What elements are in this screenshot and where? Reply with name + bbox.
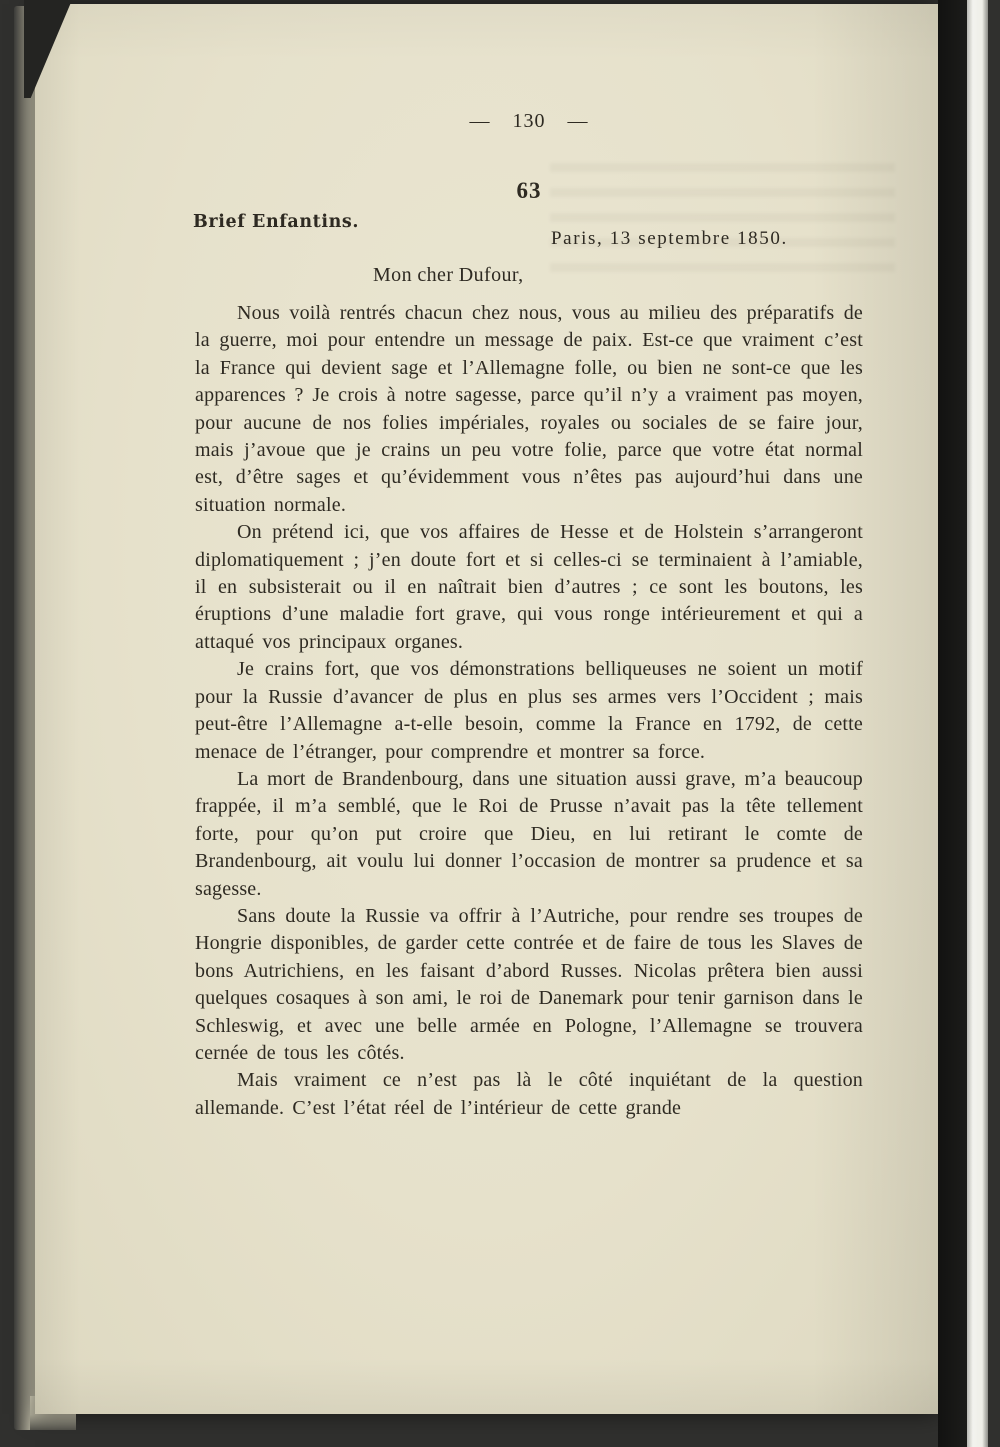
- letter-paragraph: Je crains fort, que vos démonstrations belliqueuses ne soient un motif pour la Russie d’avancer de plus en plus ses armes vers l’Occident ; mais peut-être l’Allemagne a-t-elle besoin, comme la France en 1792, de cette menace de l’étranger, pour comprendre et montrer sa force.: [195, 658, 863, 763]
- letter-body: [195, 300, 863, 1122]
- salutation: Mon cher Dufour,: [373, 264, 524, 286]
- binding-gap: [938, 0, 967, 1447]
- book-page: [35, 4, 938, 1414]
- margin-note: Brief Enfantins.: [193, 212, 360, 232]
- letter-paragraph: Mais vraiment ce n’est pas là le côté inquiétant de la question allemande. C’est l’état réel de l’intérieur de cette grande: [195, 1069, 863, 1119]
- scanner-edge-strip: [967, 0, 988, 1447]
- letter-paragraph: La mort de Brandenbourg, dans une situation aussi grave, m’a beaucoup frappée, il m’a semblé, que le Roi de Prusse n’avait pas la tête tellement forte, pour qu’on put croire que Dieu, en lui retirant le comte de Brandenbourg, ait voulu lui donner l’occasion de montrer sa prudence et sa sagesse.: [195, 767, 863, 900]
- page-showthrough: [550, 154, 895, 279]
- letter-paragraph: On prétend ici, que vos affaires de Hesse et de Holstein s’arrangeront diplomatiquement ; j’en doute fort et si celles-ci se terminaient à l’amiable, il en subsisterait ou il en naîtrait bien d’autres ; ce sont les boutons, les éruptions d’une maladie fort grave, qui vous ronge intérieurement et qui a attaqué vos principaux organes.: [195, 521, 863, 653]
- letter-paragraph: Sans doute la Russie va offrir à l’Autriche, pour rendre ses troupes de Hongrie disponibles, de garder cette contrée et de faire de tous les Slaves de bons Autrichiens, en les faisant d’abord Russes. Nicolas prêtera bien aussi quelques cosaques à son ami, le roi de Danemark pour tenir garnison dans le Schleswig, et avec une belle armée en Pologne, l’Allemagne se trouvera cernée de tous les côtés.: [195, 904, 863, 1064]
- dateline: Paris, 13 septembre 1850.: [551, 228, 788, 249]
- letter-number: 63: [516, 178, 542, 203]
- page-number: — 130 —: [469, 110, 589, 132]
- letter-paragraph: Nous voilà rentrés chacun chez nous, vous au milieu des préparatifs de la guerre, moi pour entendre un message de paix. Est-ce que vraiment c’est la France qui devient sage et l’Allemagne folle, ou bien ne sont-ce que les apparences ? Je crois à notre sagesse, parce qu’il n’y a vraiment pas moyen, pour aucune de nos folies impériales, royales ou sociales de se faire jour, mais j’avoue que je crains un peu votre folie, parce que votre état normal est, d’être sages et qu’évidemment vous n’êtes pas aujourd’hui dans une situation normale.: [195, 302, 863, 516]
